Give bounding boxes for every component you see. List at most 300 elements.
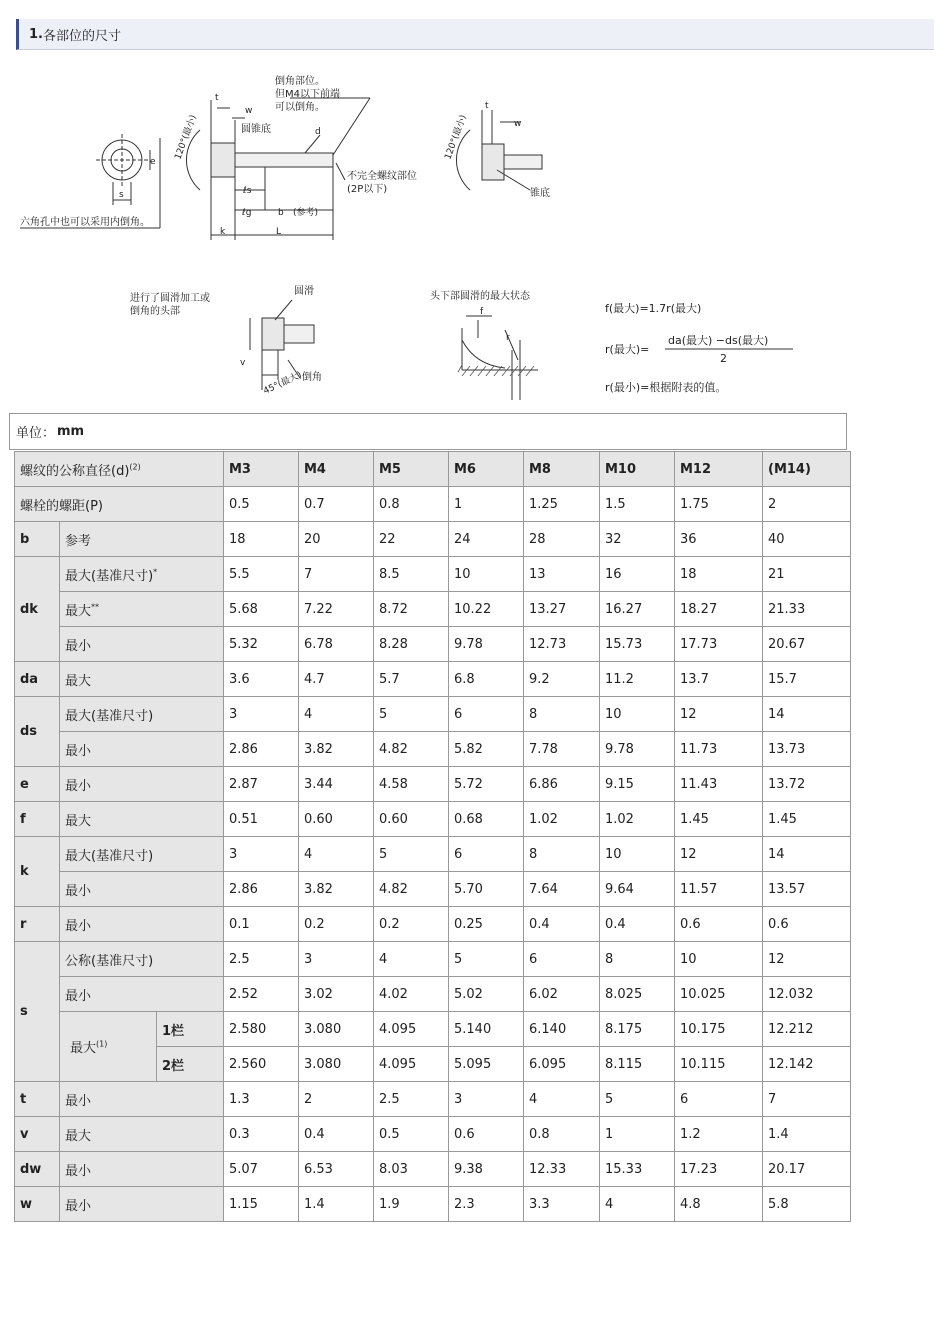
value-cell (374, 1187, 449, 1222)
dim-lg-label: ℓg (242, 208, 252, 218)
value-cell-text: 12 (680, 846, 697, 862)
value-cell (763, 1152, 851, 1187)
value-cell-text: 9.78 (605, 741, 634, 757)
value-cell-text: 5.8 (768, 1196, 789, 1212)
value-cell-text: 8.03 (379, 1161, 408, 1177)
value-cell-text: 8.115 (605, 1056, 643, 1072)
table-row (15, 732, 851, 767)
value-cell (449, 592, 524, 627)
dim-w-label: w (245, 106, 253, 116)
symbol-cell (15, 1082, 60, 1117)
incomplete-note-2: (2P以下) (347, 184, 388, 195)
symbol-cell-text: e (20, 776, 29, 792)
value-cell-text: 1.15 (229, 1196, 258, 1212)
value-cell (763, 1187, 851, 1222)
value-cell-text: 20.67 (768, 636, 806, 652)
value-cell (224, 1187, 299, 1222)
header-label-cell-text: 螺纹的公称直径(d) (20, 463, 130, 479)
symbol-cell (15, 557, 60, 662)
row-label-cell-text: 最大 (65, 673, 92, 689)
value-cell-text: 13.7 (680, 671, 709, 687)
value-cell-text: 3 (229, 706, 238, 722)
value-cell-text: 2.580 (229, 1021, 267, 1037)
row-label-cell-text: 最小 (65, 1198, 92, 1214)
fillet-max-label: 头下部圆滑的最大状态 (430, 291, 530, 302)
value-cell (299, 487, 374, 522)
value-cell-text: 16.27 (605, 601, 643, 617)
unit-label (9, 413, 847, 450)
value-cell-text: 2.560 (229, 1056, 267, 1072)
value-cell-text: 2.52 (229, 986, 258, 1002)
row-label-cell-text: 最大 (65, 813, 92, 829)
value-cell (600, 977, 675, 1012)
dim-e-label: e (150, 157, 156, 167)
fillet-state-figure (462, 316, 538, 400)
table-row (15, 1187, 851, 1222)
chamfer-note-3: 可以倒角。 (275, 102, 325, 113)
row-label-cell-text: 最大 (65, 1128, 92, 1144)
symbol-cell-text: r (20, 916, 27, 932)
size-header-cell (600, 452, 675, 487)
row-label-cell (60, 1187, 224, 1222)
value-cell-text: 2.86 (229, 741, 258, 757)
value-cell-text: 1.02 (605, 811, 634, 827)
value-cell-text: 10.22 (454, 601, 492, 617)
footnote-mark: ** (91, 602, 100, 612)
value-cell (524, 1012, 600, 1047)
value-cell (374, 592, 449, 627)
value-cell (449, 1047, 524, 1082)
value-cell-text: 5.70 (454, 881, 483, 897)
value-cell (675, 1187, 763, 1222)
unit-value: mm (57, 424, 85, 439)
symbol-cell-text: dk (20, 601, 38, 617)
value-cell (675, 1047, 763, 1082)
value-cell (299, 732, 374, 767)
value-cell (224, 592, 299, 627)
value-cell-text: 12 (768, 951, 785, 967)
value-cell (524, 557, 600, 592)
symbol-cell (15, 522, 60, 557)
value-cell (374, 522, 449, 557)
value-cell-text: 10.175 (680, 1021, 726, 1037)
value-cell-text: 9.2 (529, 671, 550, 687)
value-cell (449, 1117, 524, 1152)
value-cell-text: 5 (454, 951, 463, 967)
value-cell-text: 1.4 (304, 1196, 325, 1212)
table-row (15, 697, 851, 732)
value-cell-text: 6.78 (304, 636, 333, 652)
value-cell (675, 697, 763, 732)
value-cell-text: 5.140 (454, 1021, 492, 1037)
value-cell (449, 522, 524, 557)
value-cell-text: 24 (454, 531, 471, 547)
value-cell-text: 0.6 (680, 916, 701, 932)
size-header-cell (449, 452, 524, 487)
value-cell-text: 0.6 (454, 1126, 475, 1142)
angle45-label: 45°(最大) (262, 370, 304, 397)
value-cell-text: 13.73 (768, 741, 806, 757)
dim-d-label: d (315, 127, 321, 137)
value-cell-text: 5.095 (454, 1056, 492, 1072)
value-cell-text: 1.9 (379, 1196, 400, 1212)
value-cell (600, 1012, 675, 1047)
value-cell (299, 837, 374, 872)
value-cell (763, 907, 851, 942)
size-header-cell-text: (M14) (768, 461, 811, 477)
value-cell-text: 1.45 (680, 811, 709, 827)
value-cell-text: 2.3 (454, 1196, 475, 1212)
value-cell (224, 977, 299, 1012)
value-cell-text: 2 (304, 1091, 313, 1107)
value-cell-text: 3.02 (304, 986, 333, 1002)
row-label-cell-text: 最小 (65, 918, 92, 934)
value-cell (763, 557, 851, 592)
value-cell (224, 907, 299, 942)
value-cell-text: 2.5 (229, 951, 250, 967)
value-cell (600, 1152, 675, 1187)
row-label-cell (60, 767, 224, 802)
value-cell-text: 7.78 (529, 741, 558, 757)
head-variant-figure (456, 110, 542, 190)
value-cell (449, 802, 524, 837)
symbol-cell (15, 1187, 60, 1222)
symbol-cell (15, 662, 60, 697)
value-cell-text: 18.27 (680, 601, 718, 617)
value-cell-text: 12 (680, 706, 697, 722)
value-cell (763, 802, 851, 837)
value-cell (675, 732, 763, 767)
value-cell (374, 487, 449, 522)
value-cell-text: 4 (529, 1091, 538, 1107)
value-cell (524, 767, 600, 802)
value-cell (224, 1047, 299, 1082)
value-cell-text: 0.5 (379, 1126, 400, 1142)
value-cell (600, 627, 675, 662)
symbol-cell-text: dw (20, 1161, 42, 1177)
value-cell-text: 3 (304, 951, 313, 967)
value-cell (524, 487, 600, 522)
value-cell-text: 15.33 (605, 1161, 643, 1177)
column-label-cell (157, 1012, 224, 1047)
value-cell (449, 1187, 524, 1222)
value-cell-text: 36 (680, 531, 697, 547)
value-cell-text: 6.140 (529, 1021, 567, 1037)
value-cell (524, 872, 600, 907)
symbol-cell-text: b (20, 531, 30, 547)
value-cell-text: 0.7 (304, 496, 325, 512)
symbol-cell (15, 1117, 60, 1152)
value-cell-text: 12.142 (768, 1056, 814, 1072)
value-cell-text: 9.78 (454, 636, 483, 652)
table-row (15, 802, 851, 837)
cone-bottom-label: 圆锥底 (241, 124, 271, 135)
value-cell (600, 1047, 675, 1082)
value-cell (675, 872, 763, 907)
value-cell (374, 837, 449, 872)
formula-r-lhs: r(最大)= (605, 343, 650, 356)
section-header (16, 19, 934, 50)
value-cell (449, 872, 524, 907)
symbol-cell-text: s (20, 1004, 28, 1019)
value-cell (675, 1012, 763, 1047)
value-cell-text: 11.57 (680, 881, 718, 897)
dimension-table (14, 451, 851, 1222)
value-cell-text: 2.86 (229, 881, 258, 897)
value-cell (763, 732, 851, 767)
value-cell-text: 5.5 (229, 566, 250, 582)
value-cell-text: 4.8 (680, 1196, 701, 1212)
footnote-mark: * (153, 567, 158, 577)
dimension-figures (0, 60, 950, 410)
value-cell (675, 1082, 763, 1117)
formula-r-denominator: 2 (720, 352, 727, 365)
incomplete-note-1: 不完全螺纹部位 (347, 171, 417, 182)
footnote-mark: (2) (129, 462, 141, 472)
value-cell-text: 10 (680, 951, 697, 967)
value-cell (600, 557, 675, 592)
value-cell-text: 0.6 (768, 916, 789, 932)
value-cell (763, 1082, 851, 1117)
dim-b-label: b (278, 208, 284, 218)
value-cell-text: 1.5 (605, 496, 626, 512)
row-label-cell (60, 697, 224, 732)
value-cell-text: 4.7 (304, 671, 325, 687)
value-cell (524, 1152, 600, 1187)
cone-bottom-2-label: 锥底 (530, 188, 550, 199)
row-label-cell-text: 最小 (65, 1093, 92, 1109)
value-cell (524, 697, 600, 732)
unit-prefix: 单位： (16, 426, 56, 441)
value-cell (524, 942, 600, 977)
value-cell-text: 11.2 (605, 671, 634, 687)
value-cell (224, 557, 299, 592)
value-cell (763, 872, 851, 907)
value-cell-text: 11.43 (680, 776, 718, 792)
value-cell (675, 977, 763, 1012)
value-cell (299, 1117, 374, 1152)
value-cell-text: 4.02 (379, 986, 408, 1002)
value-cell-text: 10.025 (680, 986, 726, 1002)
value-cell (299, 767, 374, 802)
row-label-cell (60, 942, 224, 977)
value-cell (374, 907, 449, 942)
dim-v-label: v (240, 358, 246, 368)
value-cell-text: 28 (529, 531, 546, 547)
value-cell-text: 0.4 (529, 916, 550, 932)
value-cell-text: 0.5 (229, 496, 250, 512)
value-cell (224, 697, 299, 732)
value-cell-text: 3.82 (304, 881, 333, 897)
value-cell-text: 3.080 (304, 1056, 342, 1072)
dim-t-label: t (215, 93, 219, 103)
value-cell-text: 6 (454, 706, 463, 722)
value-cell-text: 6.53 (304, 1161, 333, 1177)
angle-label: 120°(最小) (173, 113, 199, 162)
value-cell-text: 8.72 (379, 601, 408, 617)
value-cell (449, 1012, 524, 1047)
value-cell (224, 1117, 299, 1152)
value-cell-text: 4 (605, 1196, 614, 1212)
ref-label: (参考) (293, 208, 319, 218)
value-cell (675, 767, 763, 802)
table-row (15, 872, 851, 907)
value-cell-text: 7.22 (304, 601, 333, 617)
dim-r-label: r (506, 333, 510, 343)
table-row (15, 977, 851, 1012)
value-cell (763, 522, 851, 557)
value-cell (449, 662, 524, 697)
value-cell (675, 802, 763, 837)
symbol-cell (15, 1152, 60, 1187)
row-label-cell (60, 802, 224, 837)
value-cell (299, 697, 374, 732)
value-cell (299, 1047, 374, 1082)
value-cell (449, 1152, 524, 1187)
size-header-cell-text: M12 (680, 461, 712, 477)
value-cell (299, 942, 374, 977)
value-cell (299, 907, 374, 942)
value-cell (763, 1047, 851, 1082)
size-header-cell (524, 452, 600, 487)
value-cell-text: 6.86 (529, 776, 558, 792)
value-cell-text: 4 (304, 706, 313, 722)
size-header-cell-text: M8 (529, 461, 551, 477)
value-cell (763, 592, 851, 627)
value-cell-text: 2 (768, 496, 777, 512)
table-row (15, 907, 851, 942)
size-header-cell (374, 452, 449, 487)
value-cell-text: 11.73 (680, 741, 718, 757)
table-row (15, 1117, 851, 1152)
value-cell-text: 9.15 (605, 776, 634, 792)
pitch-label-cell (15, 487, 224, 522)
value-cell (675, 837, 763, 872)
value-cell-text: 1.45 (768, 811, 797, 827)
value-cell-text: 18 (680, 566, 697, 582)
section-title: 各部位的尺寸 (42, 28, 121, 44)
value-cell-text: 5.02 (454, 986, 483, 1002)
value-cell-text: 3 (229, 846, 238, 862)
value-cell-text: 1.25 (529, 496, 558, 512)
chamfer-label: 倒角 (302, 372, 322, 383)
value-cell (299, 522, 374, 557)
value-cell (449, 977, 524, 1012)
value-cell (600, 522, 675, 557)
symbol-cell (15, 767, 60, 802)
value-cell (763, 977, 851, 1012)
value-cell (299, 802, 374, 837)
end-view-figure (20, 134, 160, 228)
value-cell (299, 662, 374, 697)
value-cell-text: 13.27 (529, 601, 567, 617)
value-cell (524, 802, 600, 837)
value-cell (374, 1012, 449, 1047)
value-cell (449, 1082, 524, 1117)
value-cell (600, 1187, 675, 1222)
dim-f-label: f (480, 307, 484, 317)
dimension-drawing (0, 60, 950, 410)
value-cell (374, 557, 449, 592)
value-cell-text: 22 (379, 531, 396, 547)
header-label-cell (15, 452, 224, 487)
size-header-cell (675, 452, 763, 487)
value-cell-text: 15.73 (605, 636, 643, 652)
value-cell (600, 487, 675, 522)
table-row (15, 452, 851, 487)
row-label-cell (60, 732, 224, 767)
value-cell (224, 1152, 299, 1187)
value-cell (524, 837, 600, 872)
value-cell-text: 8 (529, 846, 538, 862)
table-row (15, 1152, 851, 1187)
size-header-cell-text: M6 (454, 461, 476, 477)
value-cell (374, 942, 449, 977)
value-cell (449, 697, 524, 732)
value-cell (224, 522, 299, 557)
value-cell-text: 8.175 (605, 1021, 643, 1037)
value-cell-text: 13.57 (768, 881, 806, 897)
value-cell (763, 662, 851, 697)
formula-f: f(最大)=1.7r(最大) (605, 302, 702, 315)
value-cell-text: 6.02 (529, 986, 558, 1002)
value-cell (600, 592, 675, 627)
value-cell-text: 12.212 (768, 1021, 814, 1037)
value-cell-text: 17.23 (680, 1161, 718, 1177)
value-cell-text: 0.4 (605, 916, 626, 932)
value-cell (675, 487, 763, 522)
value-cell (600, 662, 675, 697)
value-cell-text: 7 (304, 566, 313, 582)
value-cell (675, 1152, 763, 1187)
value-cell (374, 1082, 449, 1117)
row-label-cell-text: 参考 (65, 533, 92, 549)
value-cell (374, 977, 449, 1012)
dim-k-label: k (220, 227, 226, 237)
value-cell (299, 1152, 374, 1187)
value-cell (600, 837, 675, 872)
value-cell (675, 907, 763, 942)
value-cell-text: 0.2 (304, 916, 325, 932)
value-cell-text: 3.080 (304, 1021, 342, 1037)
value-cell-text: 1.2 (680, 1126, 701, 1142)
value-cell-text: 8 (529, 706, 538, 722)
value-cell-text: 20 (304, 531, 321, 547)
row-label-cell-text: 最小 (65, 883, 92, 899)
value-cell (224, 802, 299, 837)
value-cell (675, 942, 763, 977)
value-cell-text: 14 (768, 846, 785, 862)
table-row (15, 487, 851, 522)
size-header-cell-text: M10 (605, 461, 637, 477)
dim-t2-label: t (485, 101, 489, 111)
value-cell (524, 977, 600, 1012)
value-cell (675, 627, 763, 662)
value-cell (224, 1012, 299, 1047)
formula-r-numerator: da(最大) −ds(最大) (668, 334, 769, 347)
size-header-cell-text: M3 (229, 461, 251, 477)
value-cell (763, 487, 851, 522)
value-cell (224, 627, 299, 662)
value-cell-text: 4.82 (379, 741, 408, 757)
value-cell (299, 1012, 374, 1047)
size-header-cell (299, 452, 374, 487)
value-cell-text: 3 (454, 1091, 463, 1107)
value-cell (524, 662, 600, 697)
value-cell-text: 1.02 (529, 811, 558, 827)
value-cell-text: 0.51 (229, 811, 258, 827)
symbol-cell (15, 697, 60, 767)
